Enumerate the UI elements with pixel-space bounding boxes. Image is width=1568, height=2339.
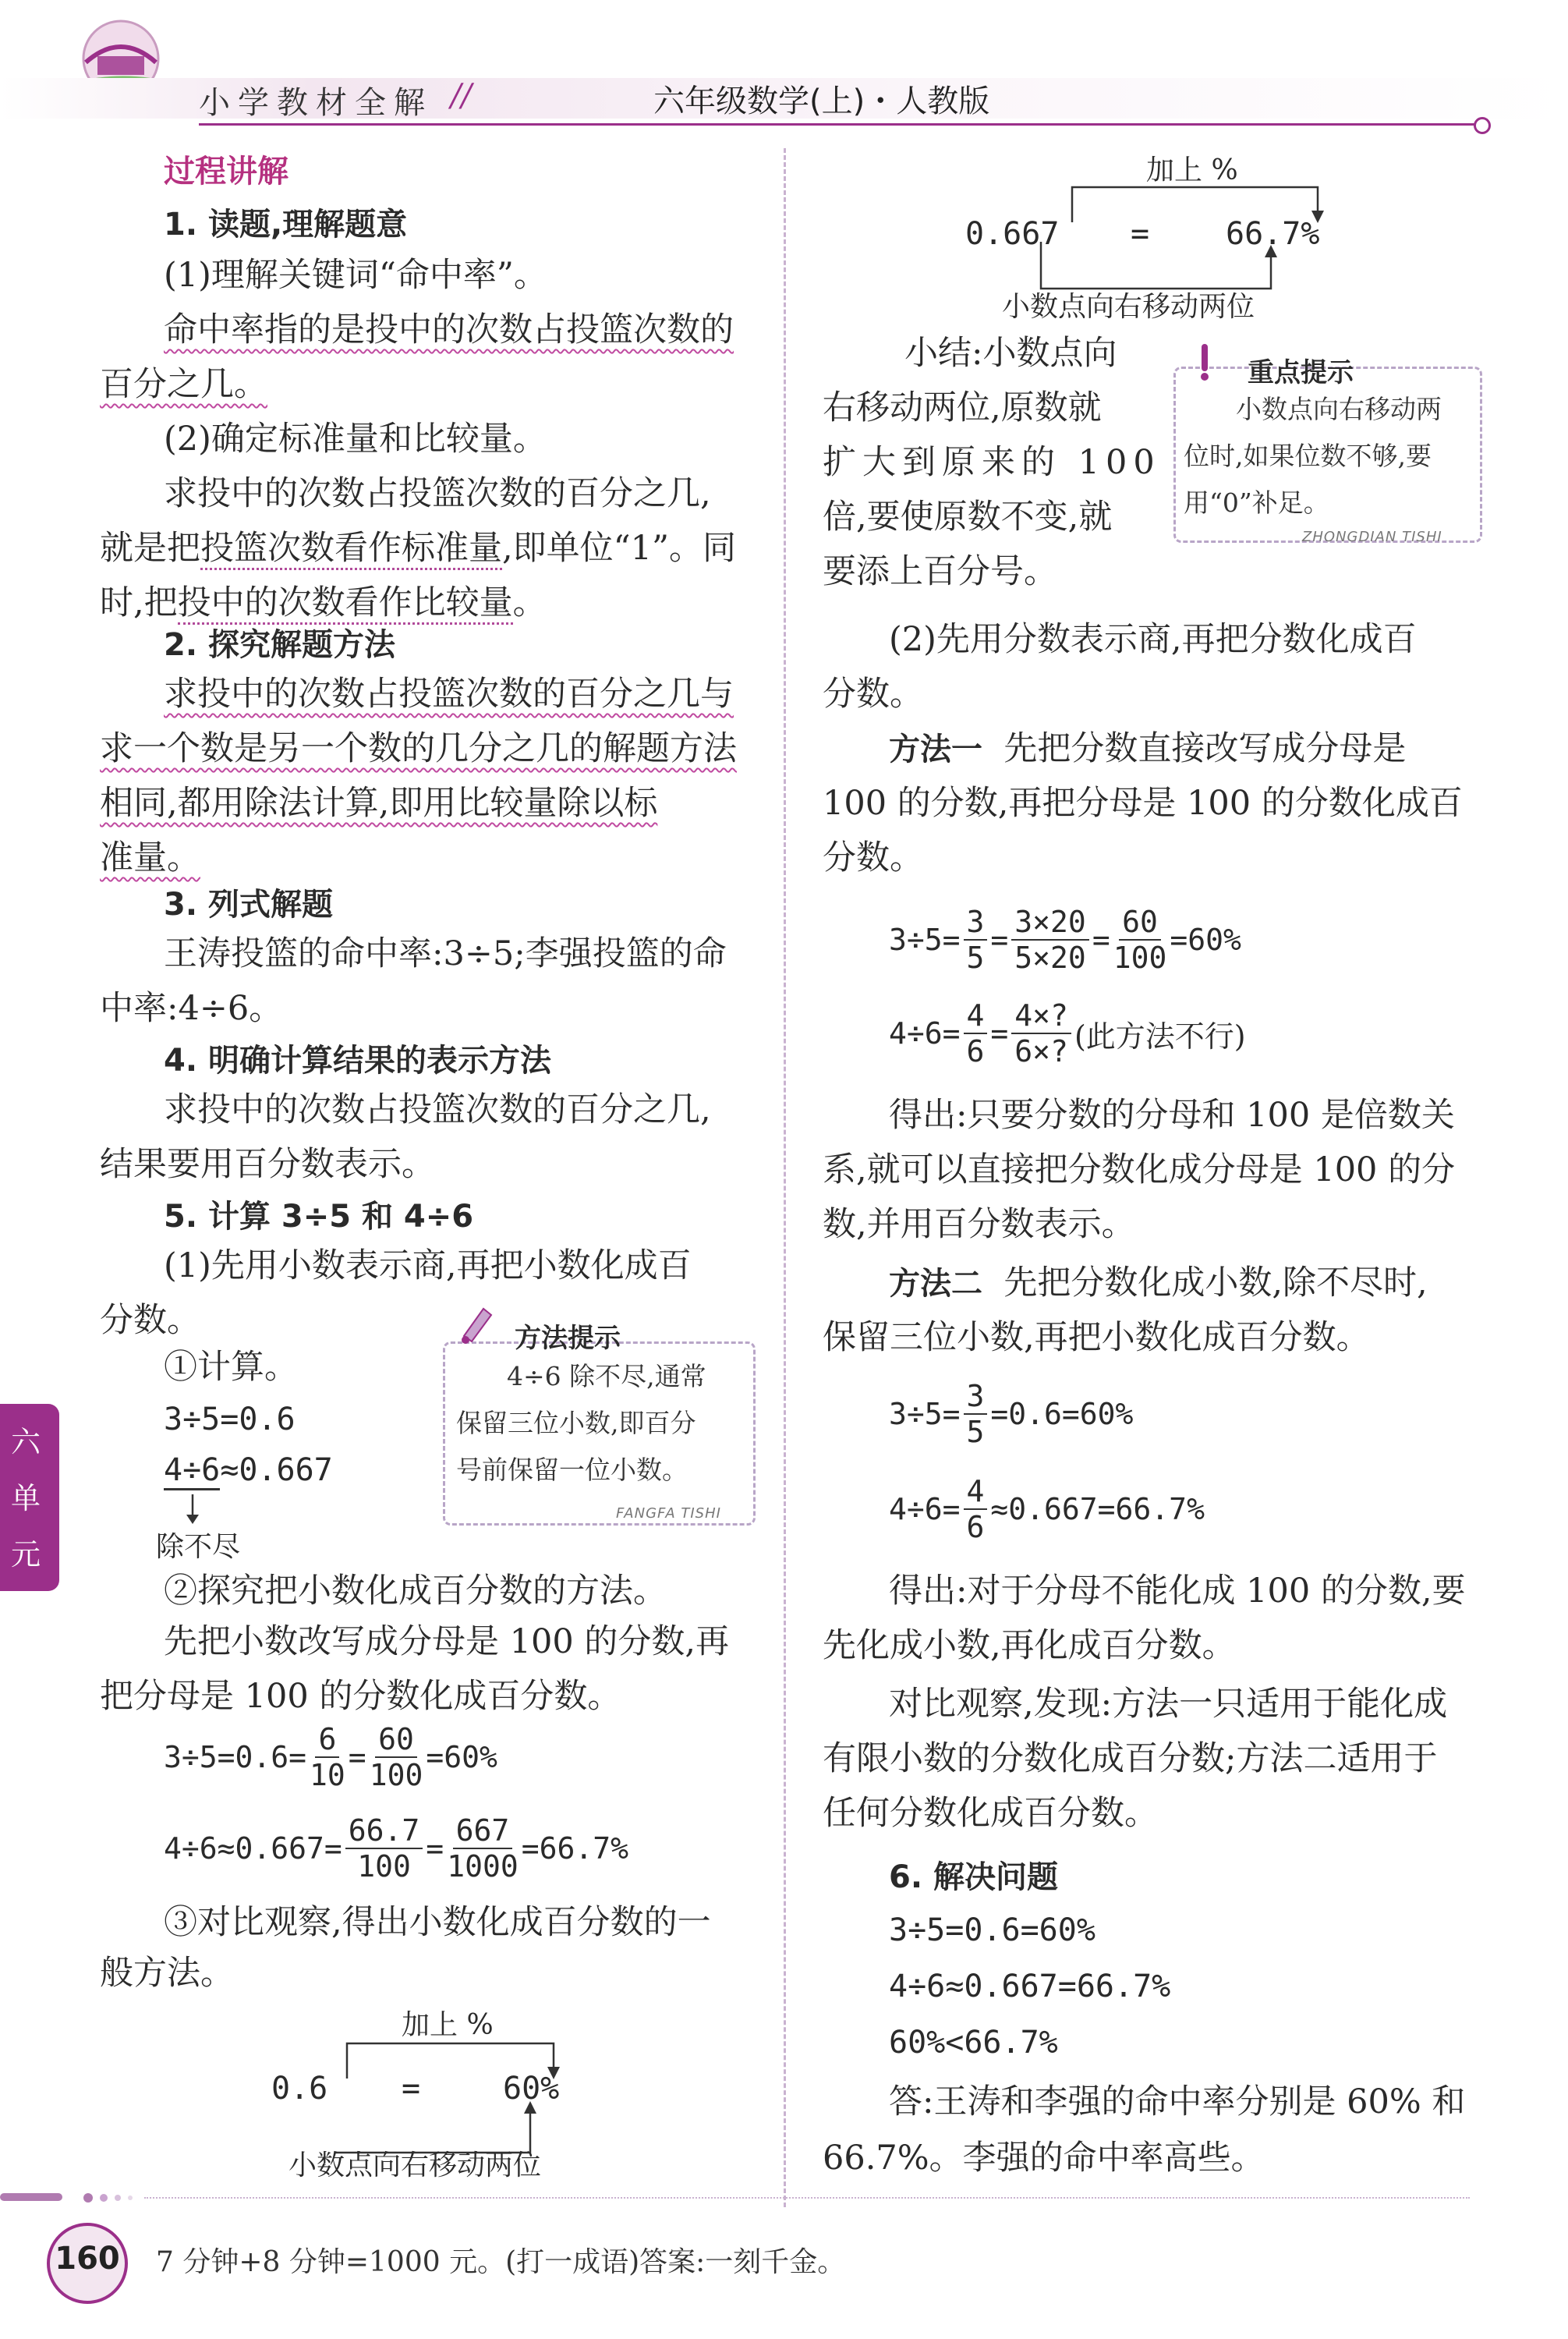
summary-l5: 要添上百分号。 (823, 552, 1057, 591)
eq4-frac1 (964, 998, 988, 1068)
m2-l1: 先把分数化成小数,除不尽时, (1003, 1263, 1428, 1302)
s1-p2a (164, 303, 734, 357)
s6-c2: 4÷6≈0.667=66.7% (889, 1969, 1171, 2004)
calc2-b: ≈0.667 (220, 1452, 333, 1488)
step2-l2: 把分母是 100 的分数化成百分数。 (100, 1677, 621, 1716)
m1-l1: 先把分数直接改写成分母是 (1003, 729, 1407, 768)
footer-rule (144, 2197, 1470, 2199)
m2-label: 方法二 (889, 1266, 982, 1302)
method-tip-icon (456, 1301, 503, 1351)
header-rule-end (1474, 117, 1491, 134)
s1-p4b (100, 521, 736, 576)
eq6-frac1 (964, 1474, 988, 1544)
s1-p3: (2)确定标准量和比较量。 (164, 420, 547, 459)
step2-l1: 先把小数改写成分母是 100 的分数,再 (164, 1622, 730, 1661)
step3-l2: 般方法。 (100, 1954, 234, 1993)
header-rule (199, 123, 1478, 126)
summary-l1: 小结:小数点向 (904, 334, 1117, 373)
s1-title: 1. 读题,理解题意 (164, 207, 408, 243)
cmp-l2: 有限小数的分数化成百分数;方法二适用于 (823, 1739, 1438, 1778)
s4-l1: 求投中的次数占投篮次数的百分之几, (164, 1090, 711, 1129)
step1: ①计算。 (164, 1348, 298, 1387)
footer-dots (82, 2192, 144, 2207)
s2-l4 (100, 831, 200, 885)
summary-l3: 扩大到原来的 100 (823, 443, 1161, 482)
section-title: 过程讲解 (164, 154, 288, 190)
eq4-f2d: 6×? (1014, 1034, 1068, 1068)
m2-res-l1: 得出:对于分母不能化成 100 的分数,要 (889, 1572, 1466, 1611)
eq3-f2n: 3×20 (1011, 905, 1089, 941)
left-diagram-left: 0.6 (271, 2071, 328, 2107)
s1-p4b-2: 投篮次数看作标准量 (200, 529, 502, 570)
m1-l2: 100 的分数,再把分母是 100 的分数化成百 (823, 784, 1463, 823)
left-diagram-right: 60% (503, 2071, 560, 2107)
method-tip-title: 方法提示 (515, 1323, 621, 1354)
eq1-eq: = (348, 1740, 366, 1774)
page-number: 160 (55, 2241, 120, 2277)
left-diagram-bottom-label: 小数点向右移动两位 (288, 2149, 542, 2181)
equation-4 (889, 998, 1246, 1068)
s6-c3: 60%<66.7% (889, 2025, 1058, 2061)
eq3-f2d: 5×20 (1014, 941, 1086, 975)
eq2-rhs: =66.7% (521, 1831, 628, 1866)
eq1-lhs: 3÷5=0.6= (164, 1740, 307, 1774)
s2-l2-text: 求一个数是另一个数的几分之几的解题方法 (100, 729, 737, 768)
column-divider (784, 148, 786, 2207)
eq3-rhs: =60% (1170, 923, 1241, 957)
eq1-frac2 (370, 1722, 423, 1792)
eq3-f3n: 60 (1119, 905, 1161, 941)
right-diagram-left: 0.667 (965, 216, 1060, 252)
m1-res-l1: 得出:只要分数的分母和 100 是倍数关 (889, 1096, 1455, 1135)
eq2-eq: = (426, 1831, 444, 1866)
left-diagram-eq: = (402, 2071, 421, 2107)
eq4-f1n: 4 (964, 998, 988, 1034)
eq5-f1d: 5 (966, 1415, 985, 1449)
s2-l3-text: 相同,都用除法计算,即用比较量除以标 (100, 784, 658, 823)
s4-title: 4. 明确计算结果的表示方法 (164, 1043, 551, 1079)
s1-p4b-1: 就是把 (100, 529, 200, 568)
footer-bar (0, 2193, 62, 2201)
eq1-f1d: 10 (310, 1758, 345, 1792)
m2-l2: 保留三位小数,再把小数化成百分数。 (823, 1318, 1370, 1357)
eq6-f1n: 4 (964, 1474, 988, 1510)
s4-l2: 结果要用百分数表示。 (100, 1145, 435, 1184)
side-tab-char-3: 元 (11, 1537, 41, 1572)
left-diagram-top-label: 加上 % (402, 2009, 494, 2041)
calc1: 3÷5=0.6 (164, 1402, 296, 1437)
step2: ②探究把小数化成百分数的方法。 (164, 1572, 667, 1611)
equation-2 (164, 1813, 628, 1884)
s2-l4-text: 准量。 (100, 838, 200, 877)
eq4-lhs: 4÷6= (889, 1016, 961, 1051)
eq1-frac1 (310, 1722, 345, 1792)
s3-title: 3. 列式解题 (164, 887, 333, 923)
method-tip-l3: 号前保留一位小数。 (456, 1455, 688, 1485)
right-diagram-bottom-label: 小数点向右移动两位 (1002, 291, 1255, 323)
equation-3 (889, 905, 1241, 975)
s2-l3 (100, 776, 657, 831)
step3-l1: ③对比观察,得出小数化成百分数的一 (164, 1903, 711, 1942)
s5-l2: 分数。 (100, 1301, 200, 1340)
eq2-frac1 (345, 1813, 423, 1884)
equation-5 (889, 1379, 1133, 1449)
equation-1 (164, 1722, 497, 1792)
eq4-eq: = (990, 1016, 1009, 1051)
eq3-f1n: 3 (964, 905, 988, 941)
eq1-rhs: =60% (426, 1740, 497, 1774)
m1-l3: 分数。 (823, 838, 923, 877)
eq2-f2n: 667 (453, 1813, 513, 1849)
eq5-frac1 (964, 1379, 988, 1449)
calc2-a: 4÷6 (164, 1452, 220, 1490)
s2-l2 (100, 721, 737, 776)
eq4-f1d: 6 (966, 1034, 985, 1068)
key-tip-title: 重点提示 (1248, 357, 1354, 388)
method-tip-footer: FANGFA TISHI (616, 1505, 721, 1522)
s5-l1: (1)先用小数表示商,再把小数化成百 (164, 1246, 692, 1285)
m1-line1 (889, 721, 1406, 777)
s1-p4c-2: 投中的次数看作比较量 (178, 583, 513, 625)
calc2-arrow (181, 1494, 204, 1529)
eq1-f2d: 100 (369, 1758, 423, 1792)
s6-c1: 3÷5=0.6=60% (889, 1912, 1095, 1948)
m1-label: 方法一 (889, 732, 982, 767)
s1-p2b (100, 357, 267, 412)
s1-p4a: 求投中的次数占投篮次数的百分之几, (164, 474, 711, 513)
ans-l2: 66.7%。李强的命中率高些。 (823, 2139, 1265, 2178)
s2-l1 (164, 667, 734, 721)
s3-l1: 王涛投篮的命中率:3÷5;李强投篮的命 (164, 934, 727, 973)
eq3-lhs: 3÷5= (889, 923, 961, 957)
side-tab-char-1: 六 (11, 1425, 41, 1459)
s1-p4b-3: ,即单位“1”。同 (502, 529, 736, 568)
footer-riddle: 7 分钟+8 分钟=1000 元。(打一成语)答案:一刻千金。 (156, 2246, 846, 2278)
header-book-title: 小学教材全解 (199, 85, 433, 121)
s6-title: 6. 解决问题 (889, 1859, 1058, 1895)
eq3-frac1 (964, 905, 988, 975)
eq4-rhs: (此方法不行) (1074, 1019, 1246, 1054)
calc2 (164, 1443, 333, 1497)
s1-p2a-text: 命中率指的是投中的次数占投篮次数的 (164, 310, 734, 349)
method-tip-l2: 保留三位小数,即百分 (456, 1408, 696, 1438)
calc2-note: 除不尽 (156, 1531, 241, 1563)
eq2-frac2 (447, 1813, 519, 1884)
cmp-l1: 对比观察,发现:方法一只适用于能化成 (889, 1685, 1448, 1724)
eq3-eq1: = (990, 923, 1009, 957)
m2-line1 (889, 1256, 1428, 1311)
eq4-frac2 (1011, 998, 1071, 1068)
eq5-rhs: =0.6=60% (990, 1397, 1134, 1431)
cmp-l3: 任何分数化成百分数。 (823, 1794, 1158, 1833)
s3-l2: 中率:4÷6。 (100, 989, 283, 1028)
m2-res-l2: 先化成小数,再化成百分数。 (823, 1626, 1236, 1665)
eq2-f1n: 66.7 (345, 1813, 423, 1849)
eq5-lhs: 3÷5= (889, 1397, 961, 1431)
eq2-f1d: 100 (357, 1849, 411, 1884)
p2-l2: 分数。 (823, 675, 923, 714)
eq3-frac2 (1011, 905, 1089, 975)
ans-l1: 答:王涛和李强的命中率分别是 60% 和 (889, 2082, 1466, 2121)
key-tip-l2: 位时,如果位数不够,要 (1184, 441, 1432, 471)
eq3-f1d: 5 (966, 941, 985, 975)
s2-title: 2. 探究解题方法 (164, 627, 395, 663)
key-tip-footer: ZHONGDIAN TISHI (1302, 529, 1442, 545)
summary-l4: 倍,要使原数不变,就 (823, 498, 1113, 537)
s1-p4c-3: 。 (512, 583, 547, 622)
s5-title: 5. 计算 3÷5 和 4÷6 (164, 1199, 474, 1235)
right-diagram-eq: = (1131, 216, 1150, 252)
summary-l2: 右移动两位,原数就 (823, 388, 1102, 427)
eq2-lhs: 4÷6≈0.667= (164, 1831, 342, 1866)
eq4-f2n: 4×? (1011, 998, 1071, 1034)
eq5-f1n: 3 (964, 1379, 988, 1415)
s1-p1: (1)理解关键词“命中率”。 (164, 256, 547, 295)
right-diagram-top-label: 加上 % (1146, 154, 1238, 186)
s1-p4c-1: 时,把 (100, 583, 178, 622)
m1-res-l3: 数,并用百分数表示。 (823, 1205, 1135, 1244)
s1-p2b-text: 百分之几。 (100, 365, 267, 404)
eq2-f2d: 1000 (447, 1849, 519, 1884)
eq3-eq2: = (1092, 923, 1110, 957)
equation-6 (889, 1474, 1205, 1544)
key-tip-l1: 小数点向右移动两 (1236, 394, 1442, 424)
s2-l1-text: 求投中的次数占投篮次数的百分之几与 (164, 675, 734, 714)
eq1-f1n: 6 (315, 1722, 339, 1758)
key-tip-l3: 用“0”补足。 (1184, 487, 1329, 518)
side-tab-char-2: 单 (11, 1481, 41, 1515)
p2-l1: (2)先用分数表示商,再把分数化成百 (889, 620, 1417, 659)
right-diagram-right: 66.7% (1226, 216, 1320, 252)
method-tip-l1: 4÷6 除不尽,通常 (507, 1361, 706, 1391)
header-subject: 六年级数学(上)・人教版 (653, 83, 990, 119)
header-slashes: // (451, 78, 472, 114)
key-tip-icon (1185, 343, 1224, 385)
eq1-f2n: 60 (375, 1722, 417, 1758)
eq3-f3d: 100 (1113, 941, 1167, 975)
eq6-f1d: 6 (966, 1510, 985, 1544)
eq6-lhs: 4÷6= (889, 1492, 961, 1526)
eq6-rhs: ≈0.667=66.7% (990, 1492, 1205, 1526)
eq3-frac3 (1113, 905, 1167, 975)
m1-res-l2: 系,就可以直接把分数化成分母是 100 的分 (823, 1150, 1456, 1189)
